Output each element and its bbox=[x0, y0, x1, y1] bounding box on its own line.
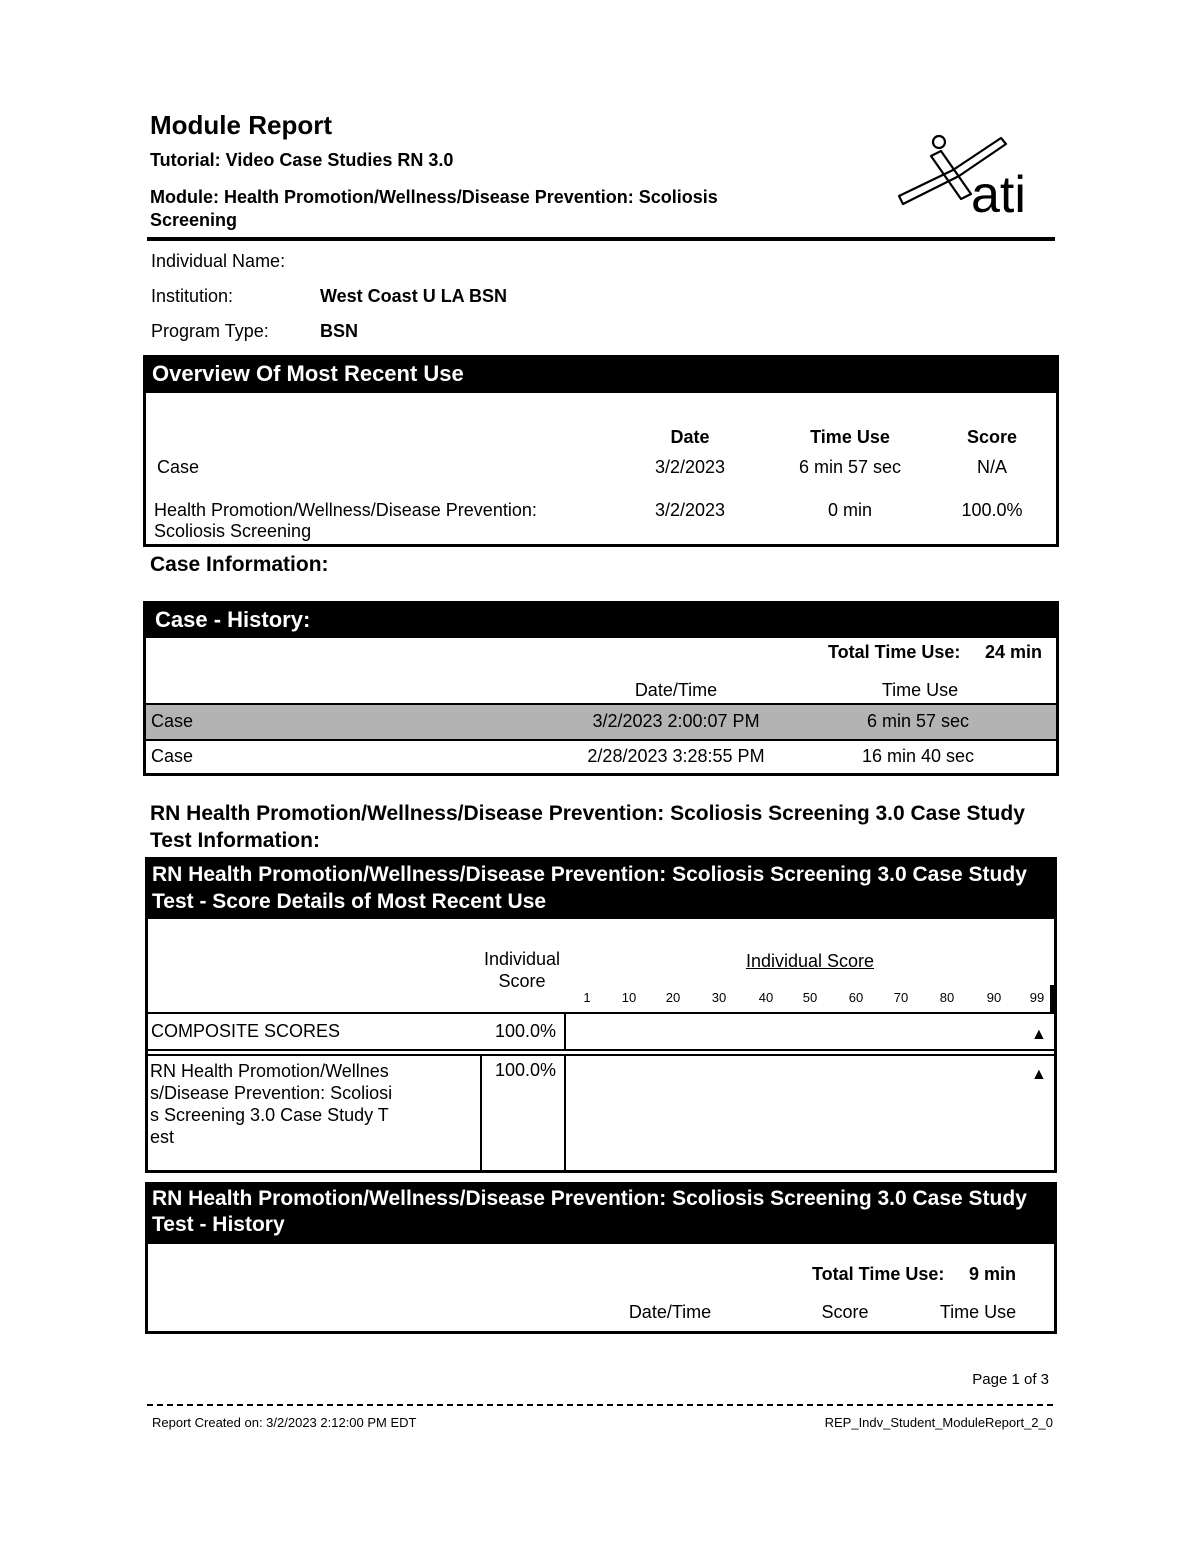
row-divider bbox=[146, 739, 1056, 741]
case-history-row-name: Case bbox=[151, 711, 194, 731]
scale-tick: 30 bbox=[711, 990, 727, 1005]
row-divider bbox=[147, 1054, 1055, 1056]
scale-tick: 1 bbox=[583, 990, 591, 1005]
report-id: REP_Indv_Student_ModuleReport_2_0 bbox=[824, 1415, 1053, 1430]
case-history-heading: Case - History: bbox=[143, 601, 1059, 638]
overview-heading: Overview Of Most Recent Use bbox=[143, 355, 1059, 393]
case-history-total-value: 24 min bbox=[985, 642, 1043, 662]
scale-tick: 99 bbox=[1029, 990, 1045, 1005]
score-row-name: COMPOSITE SCORES bbox=[151, 1021, 341, 1041]
row-divider bbox=[147, 1049, 1055, 1051]
scale-end-mark bbox=[1050, 985, 1054, 1012]
overview-row-score: N/A bbox=[976, 457, 1007, 477]
case-history-row-time: 6 min 57 sec bbox=[866, 711, 970, 731]
scale-tick: 10 bbox=[621, 990, 637, 1005]
row-divider bbox=[146, 703, 1056, 705]
scale-title: Individual Score bbox=[745, 951, 875, 971]
scale-tick: 80 bbox=[939, 990, 955, 1005]
case-history-col-time: Time Use bbox=[881, 680, 959, 700]
scale-tick: 40 bbox=[758, 990, 774, 1005]
col-divider bbox=[564, 1014, 566, 1050]
overview-col-date: Date bbox=[670, 427, 710, 447]
footer-divider bbox=[147, 1404, 1053, 1406]
report-title: Module Report bbox=[150, 110, 332, 140]
scale-tick: 20 bbox=[665, 990, 681, 1005]
overview-row-name: Case bbox=[157, 457, 200, 477]
case-info-heading: Case Information: bbox=[150, 553, 329, 576]
ati-logo bbox=[893, 130, 1043, 220]
score-row-value: 100.0% bbox=[494, 1060, 556, 1080]
institution-value: West Coast U LA BSN bbox=[320, 286, 508, 306]
case-history-row-datetime: 3/2/2023 2:00:07 PM bbox=[592, 711, 760, 731]
test-history-col-datetime: Date/Time bbox=[628, 1302, 712, 1322]
test-info-heading: RN Health Promotion/Wellness/Disease Prevention: Scoliosis Screening 3.0 Case Study Test Information: bbox=[150, 802, 1025, 852]
program-type-label: Program Type: bbox=[151, 321, 269, 341]
overview-row-date: 3/2/2023 bbox=[654, 457, 726, 477]
test-history-heading: RN Health Promotion/Wellness/Disease Prevention: Scoliosis Screening 3.0 Case Study Test - History bbox=[145, 1182, 1057, 1244]
case-history-row-name: Case bbox=[151, 746, 194, 766]
score-marker: ▲ bbox=[1031, 1026, 1047, 1043]
case-history-total-label: Total Time Use: bbox=[828, 642, 961, 662]
case-history-row-time: 16 min 40 sec bbox=[861, 746, 975, 766]
module-name: Module: Health Promotion/Wellness/Disease Prevention: Scoliosis Screening bbox=[150, 187, 718, 230]
scale-tick: 50 bbox=[802, 990, 818, 1005]
header-rule bbox=[147, 237, 1055, 241]
overview-row-score: 100.0% bbox=[961, 500, 1023, 520]
test-history-col-time: Time Use bbox=[939, 1302, 1017, 1322]
score-row-name: RN Health Promotion/Wellness/Disease Prevention: Scoliosis Screening 3.0 Case Study Test bbox=[150, 1061, 393, 1147]
ati-logo-text: ati bbox=[971, 166, 1026, 220]
col-individual-score: Individual Score bbox=[483, 949, 561, 991]
score-marker: ▲ bbox=[1031, 1066, 1047, 1083]
scale-tick: 60 bbox=[848, 990, 864, 1005]
score-row-value: 100.0% bbox=[494, 1021, 556, 1041]
case-history-col-datetime: Date/Time bbox=[634, 680, 718, 700]
overview-row-time: 0 min bbox=[827, 500, 872, 520]
test-history-total-label: Total Time Use: bbox=[812, 1264, 945, 1284]
overview-row-name: Health Promotion/Wellness/Disease Prevention: Scoliosis Screening bbox=[154, 500, 537, 541]
scale-tick: 90 bbox=[986, 990, 1002, 1005]
scale-tick: 70 bbox=[893, 990, 909, 1005]
overview-row-time: 6 min 57 sec bbox=[798, 457, 902, 477]
report-created: Report Created on: 3/2/2023 2:12:00 PM EDT bbox=[152, 1415, 417, 1430]
individual-name-label: Individual Name: bbox=[151, 251, 286, 271]
page-number: Page 1 of 3 bbox=[972, 1371, 1049, 1388]
tutorial-name: Tutorial: Video Case Studies RN 3.0 bbox=[150, 150, 454, 170]
overview-col-score: Score bbox=[966, 427, 1018, 447]
score-details-heading: RN Health Promotion/Wellness/Disease Prevention: Scoliosis Screening 3.0 Case Study Test - Score Details of Most Recent Use bbox=[145, 857, 1057, 919]
case-history-row-datetime: 2/28/2023 3:28:55 PM bbox=[587, 746, 765, 766]
col-divider bbox=[564, 1054, 566, 1171]
overview-row-date: 3/2/2023 bbox=[654, 500, 726, 520]
test-history-col-score: Score bbox=[821, 1302, 869, 1322]
row-divider bbox=[147, 1012, 1055, 1014]
overview-col-time: Time Use bbox=[810, 427, 890, 447]
institution-label: Institution: bbox=[151, 286, 234, 306]
test-history-total-value: 9 min bbox=[969, 1264, 1017, 1284]
program-type-value: BSN bbox=[320, 321, 359, 341]
